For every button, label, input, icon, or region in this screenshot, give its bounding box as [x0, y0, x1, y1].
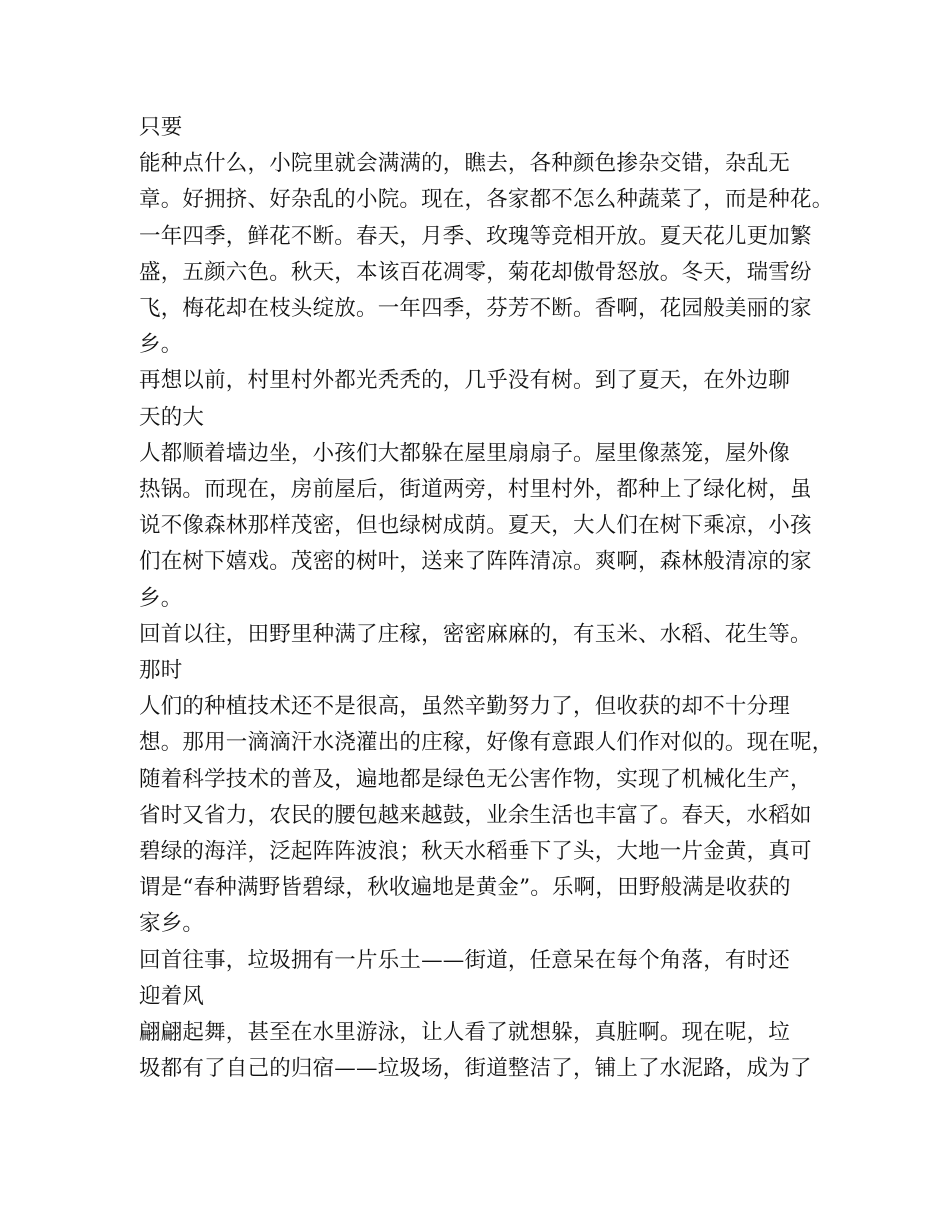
- text-line: 只要: [139, 115, 183, 140]
- document-body-text: [139, 110, 834, 1087]
- text-line: 说不像森林那样茂密，但也绿树成荫。夏天，大人们在树下乘凉，小孩: [139, 513, 812, 539]
- text-line: 圾都有了自己的归宿——垃圾场，街道整洁了，铺上了水泥路，成为了: [139, 1056, 812, 1082]
- text-line: 热锅。而现在，房前屋后，街道两旁，村里村外，都种上了绿化树，虽: [139, 477, 812, 503]
- text-line: 天的大: [139, 404, 205, 430]
- text-line: 回首往事，垃圾拥有一片乐土——街道，任意呆在每个角落，有时还: [139, 947, 791, 973]
- text-line: 们在树下嬉戏。茂密的树叶，送来了阵阵清凉。爽啊，森林般清凉的家: [139, 549, 812, 575]
- text-line: 人都顺着墙边坐，小孩们大都躲在屋里扇扇子。屋里像蒸笼，屋外像: [139, 440, 791, 466]
- text-line: 谓是“春种满野皆碧绿，秋收遍地是黄金”。乐啊，田野般满是收获的: [139, 875, 791, 901]
- text-line: 碧绿的海洋，泛起阵阵波浪；秋天水稻垂下了头，大地一片金黄，真可: [139, 839, 812, 865]
- text-line: 想。那用一滴滴汗水浇灌出的庄稼，好像有意跟人们作对似的。现在呢，: [139, 730, 834, 756]
- text-line: 迎着风: [139, 983, 205, 1009]
- text-line: 盛，五颜六色。秋天，本该百花凋零，菊花却傲骨怒放。冬天，瑞雪纷: [139, 259, 812, 285]
- text-line: 家乡。: [139, 911, 205, 937]
- text-line: 人们的种植技术还不是很高，虽然辛勤努力了，但收获的却不十分理: [139, 694, 791, 720]
- text-line: 那时: [139, 658, 183, 684]
- text-line: 飞，梅花却在枝头绽放。一年四季，芬芳不断。香啊，花园般美丽的家: [139, 296, 812, 322]
- text-line: 乡。: [139, 332, 183, 358]
- text-line: 再想以前，村里村外都光秃秃的，几乎没有树。到了夏天，在外边聊: [139, 368, 791, 394]
- text-line: 能种点什么，小院里就会满满的，瞧去，各种颜色掺杂交错，杂乱无: [139, 151, 791, 177]
- text-line: 省时又省力，农民的腰包越来越鼓，业余生活也丰富了。春天，水稻如: [139, 802, 812, 828]
- text-line: 章。好拥挤、好杂乱的小院。现在，各家都不怎么种蔬菜了，而是种花。: [139, 187, 834, 213]
- text-line: 回首以往，田野里种满了庄稼，密密麻麻的，有玉米、水稻、花生等。: [139, 621, 812, 647]
- text-line: 随着科学技术的普及，遍地都是绿色无公害作物，实现了机械化生产，: [139, 766, 812, 792]
- text-line: 乡。: [139, 585, 183, 611]
- text-line: 翩翩起舞，甚至在水里游泳，让人看了就想躲，真脏啊。现在呢，垃: [139, 1020, 791, 1046]
- text-line: 一年四季，鲜花不断。春天，月季、玫瑰等竞相开放。夏天花儿更加繁: [139, 223, 812, 249]
